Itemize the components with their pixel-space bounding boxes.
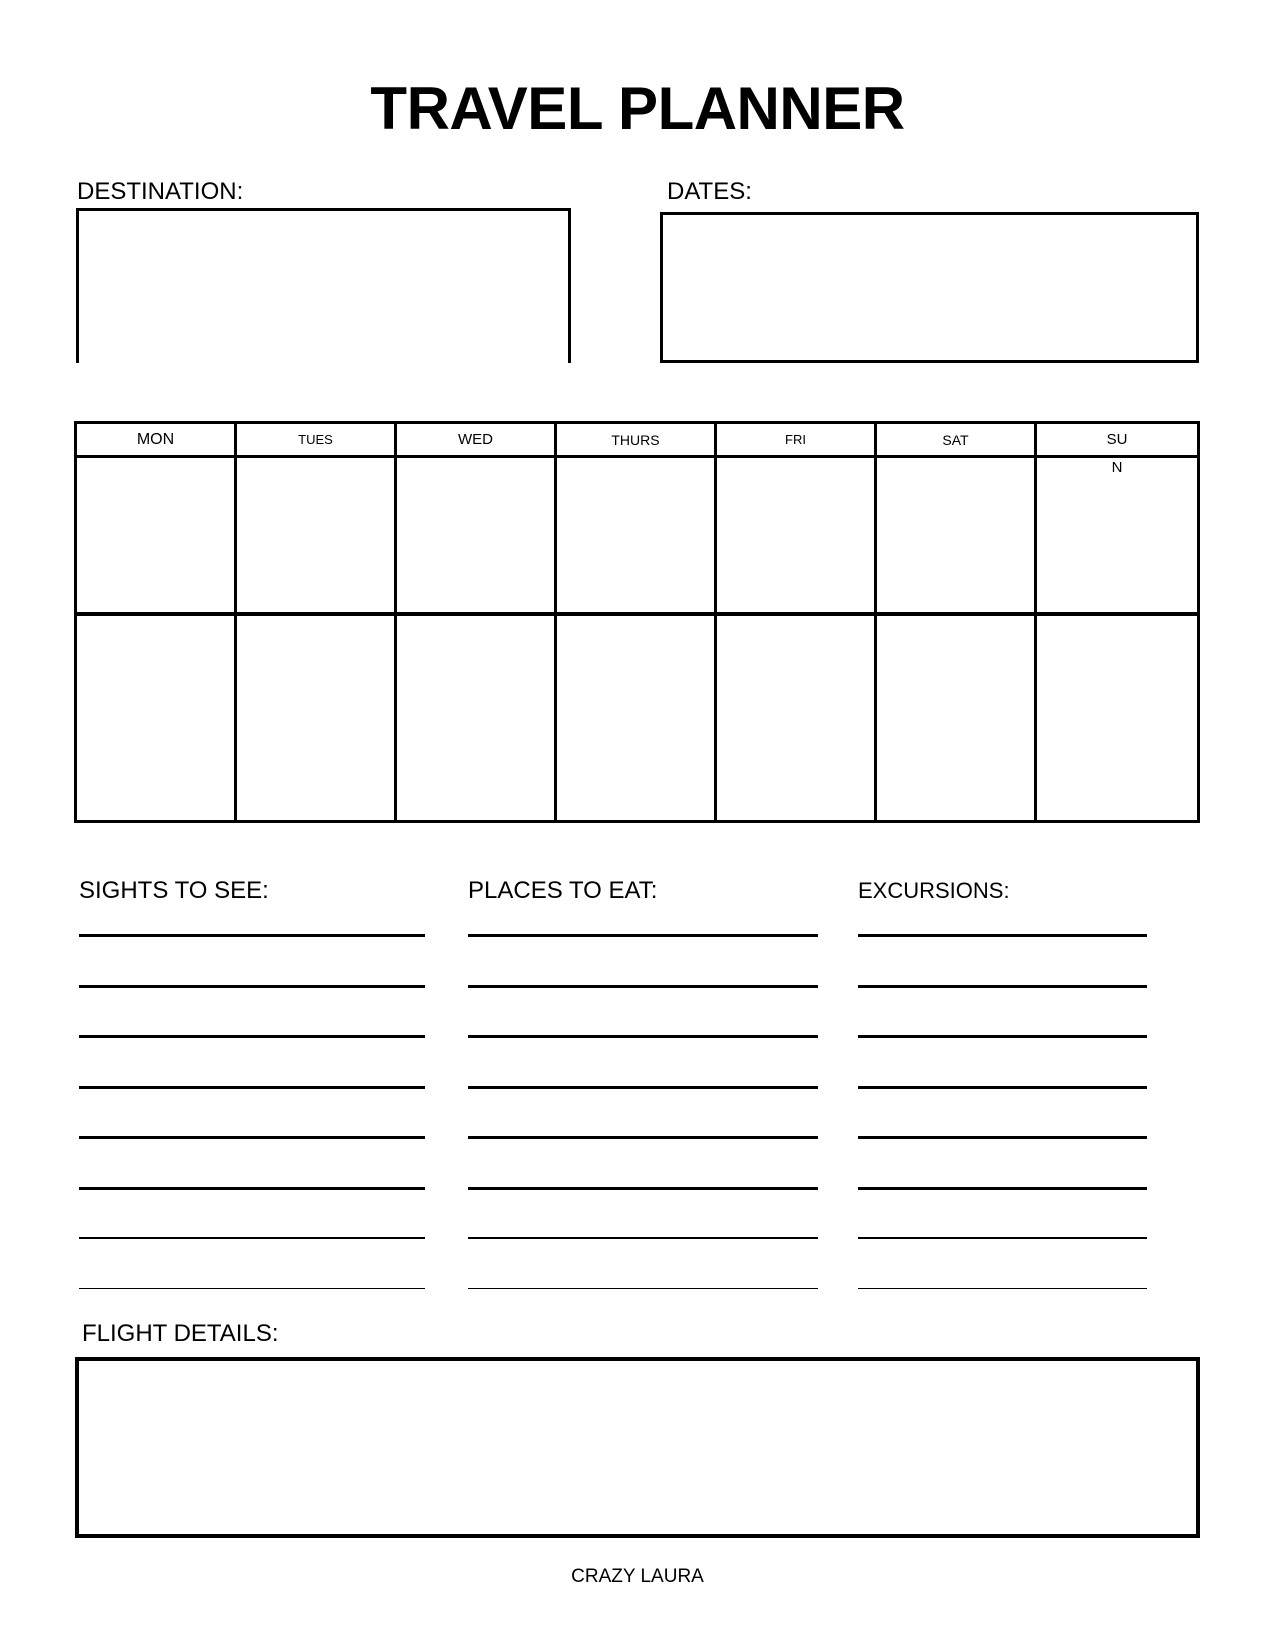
calendar-cell-r2-sun[interactable]	[1037, 616, 1197, 820]
dates-label: DATES:	[667, 178, 752, 205]
places-to-eat-section	[468, 877, 818, 1289]
day-header-sun-line1: SU	[1106, 431, 1128, 448]
writing-line[interactable]	[79, 1136, 425, 1139]
writing-line[interactable]	[468, 1136, 818, 1139]
sights-to-see-lines	[79, 934, 425, 1289]
day-header-thurs: THURS	[557, 424, 717, 458]
writing-line[interactable]	[468, 1187, 818, 1190]
dates-input-box[interactable]	[660, 212, 1199, 363]
places-to-eat-lines	[468, 934, 818, 1289]
sights-to-see-label: SIGHTS TO SEE:	[79, 877, 269, 904]
writing-line[interactable]	[858, 1136, 1147, 1139]
writing-line[interactable]	[468, 1035, 818, 1038]
writing-line[interactable]	[79, 1288, 425, 1289]
writing-line[interactable]	[79, 1237, 425, 1239]
writing-line[interactable]	[468, 1086, 818, 1089]
destination-label: DESTINATION:	[77, 178, 244, 205]
calendar-cell-r2-fri[interactable]	[717, 616, 877, 820]
calendar-cell-r1-thurs[interactable]	[557, 458, 717, 616]
day-header-mon: MON	[77, 424, 237, 458]
writing-line[interactable]	[468, 1288, 818, 1289]
writing-line[interactable]	[468, 985, 818, 988]
day-header-sun-overflow-line2: N	[1111, 459, 1123, 476]
day-header-wed: WED	[397, 424, 557, 458]
writing-line[interactable]	[468, 934, 818, 937]
day-header-tues: TUES	[237, 424, 397, 458]
excursions-label: EXCURSIONS:	[858, 878, 1010, 903]
writing-line[interactable]	[79, 1187, 425, 1190]
writing-line[interactable]	[858, 934, 1147, 937]
calendar-cell-r1-sun[interactable]	[1037, 458, 1197, 616]
excursions-lines	[858, 934, 1147, 1289]
day-header-fri: FRI	[717, 424, 877, 458]
calendar-cell-r1-fri[interactable]	[717, 458, 877, 616]
page-title: TRAVEL PLANNER	[370, 75, 905, 142]
footer-brand: CRAZY LAURA	[571, 1566, 704, 1587]
sights-to-see-section	[79, 877, 425, 1289]
day-header-sun	[1037, 424, 1197, 476]
destination-input-box[interactable]	[76, 208, 571, 363]
writing-line[interactable]	[858, 1237, 1147, 1239]
writing-line[interactable]	[858, 1187, 1147, 1190]
calendar-cell-r1-tues[interactable]	[237, 458, 397, 616]
writing-line[interactable]	[79, 934, 425, 937]
calendar-cell-r2-thurs[interactable]	[557, 616, 717, 820]
writing-line[interactable]	[858, 1086, 1147, 1089]
places-to-eat-label: PLACES TO EAT:	[468, 877, 658, 904]
calendar-cell-r2-wed[interactable]	[397, 616, 557, 820]
writing-line[interactable]	[468, 1237, 818, 1239]
writing-line[interactable]	[858, 985, 1147, 988]
writing-line[interactable]	[858, 1035, 1147, 1038]
day-header-sat: SAT	[877, 424, 1037, 458]
excursions-section	[858, 877, 1147, 1289]
calendar-cell-r1-wed[interactable]	[397, 458, 557, 616]
flight-details-input-box[interactable]	[75, 1357, 1200, 1538]
writing-line[interactable]	[79, 985, 425, 988]
writing-line[interactable]	[79, 1086, 425, 1089]
calendar-cell-r2-sat[interactable]	[877, 616, 1037, 820]
writing-line[interactable]	[858, 1288, 1147, 1289]
calendar-cell-r2-tues[interactable]	[237, 616, 397, 820]
calendar-cell-r1-sat[interactable]	[877, 458, 1037, 616]
calendar-cell-r2-mon[interactable]	[77, 616, 237, 820]
writing-line[interactable]	[79, 1035, 425, 1038]
calendar-cell-r1-mon[interactable]	[77, 458, 237, 616]
flight-details-label: FLIGHT DETAILS:	[82, 1320, 279, 1347]
week-calendar-table	[74, 421, 1200, 823]
